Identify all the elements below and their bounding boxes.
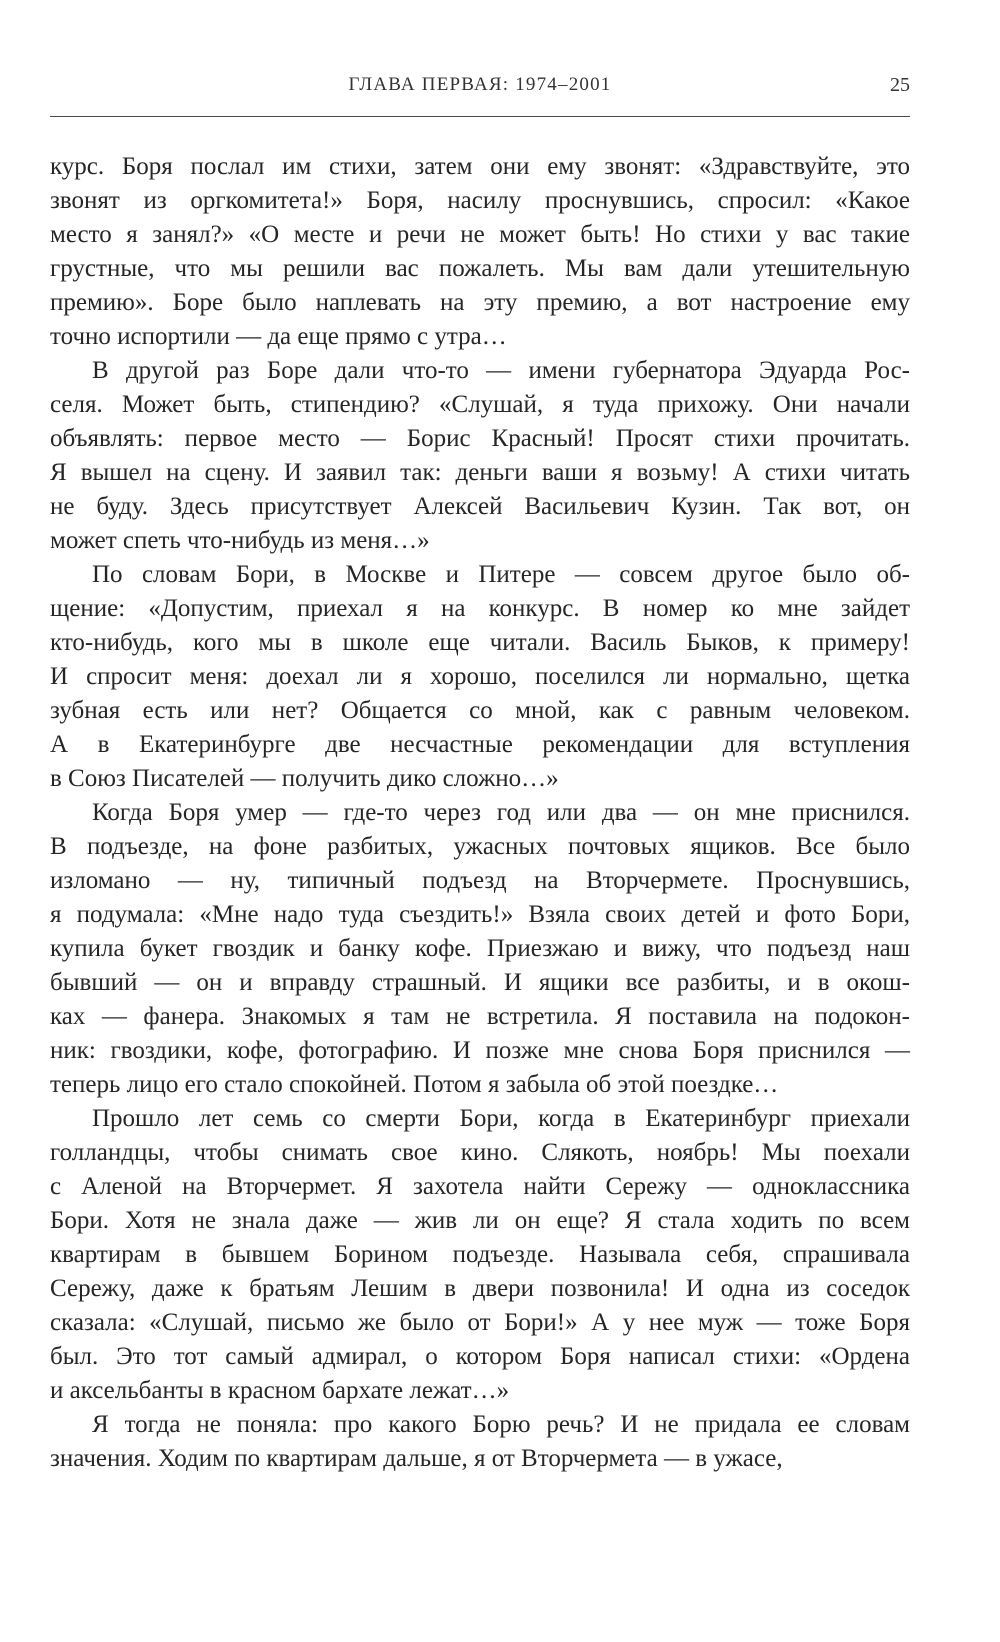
header-divider <box>50 116 910 117</box>
text-line: Бори. Хотя не знала даже — жив ли он еще? Я стала ходить по всем <box>50 1207 910 1234</box>
text-line: квартирам в бывшем Борином подъезде. Называла себя, спрашивала <box>50 1241 910 1268</box>
text-line: Я вышел на сцену. И заявил так: деньги ваши я возьму! А стихи читать <box>50 459 910 486</box>
text-line: в Союз Писателей — получить дико сложно…» <box>50 765 559 792</box>
text-line: был. Это тот самый адмирал, о котором Боря написал стихи: «Ордена <box>50 1343 910 1370</box>
text-line: щение: «Допустим, приехал я на конкурс. В номер ко мне зайдет <box>50 595 910 622</box>
page-header <box>50 74 910 106</box>
text-line: может спеть что-нибудь из меня…» <box>50 527 430 554</box>
text-line: голландцы, чтобы снимать свое кино. Слякоть, ноябрь! Мы поехали <box>50 1139 910 1166</box>
text-line: с Аленой на Вторчермет. Я захотела найти Сережу — одноклассника <box>50 1173 910 1200</box>
text-line: В подъезде, на фоне разбитых, ужасных почтовых ящиков. Все было <box>50 833 910 860</box>
paragraph <box>50 1102 910 1408</box>
text-line: Прошло лет семь со смерти Бори, когда в Екатеринбург приехали <box>92 1105 910 1132</box>
text-line: бывший — он и вправду страшный. И ящики все разбиты, и в окош- <box>50 969 910 996</box>
paragraph <box>50 354 910 558</box>
paragraph <box>50 1408 910 1476</box>
text-line: значения. Ходим по квартирам дальше, я от Вторчермета — в ужасе, <box>50 1445 783 1472</box>
text-line: курс. Боря послал им стихи, затем они ему звонят: «Здравствуйте, это <box>50 153 910 180</box>
text-line: По словам Бори, в Москве и Питере — совсем другое было об- <box>92 561 910 588</box>
text-line: теперь лицо его стало спокойней. Потом я забыла об этой поездке… <box>50 1071 779 1098</box>
text-line: купила букет гвоздик и банку кофе. Приезжаю и вижу, что подъезд наш <box>50 935 910 962</box>
text-line: грустные, что мы решили вас пожалеть. Мы вам дали утешительную <box>50 255 910 282</box>
text-line: сказала: «Слушай, письмо же было от Бори!» А у нее муж — тоже Боря <box>50 1309 910 1336</box>
text-line: не буду. Здесь присутствует Алексей Васильевич Кузин. Так вот, он <box>50 493 910 520</box>
text-line: ках — фанера. Знакомых я там не встретила. Я поставила на подокон- <box>50 1003 910 1030</box>
text-line: И спросит меня: доехал ли я хорошо, поселился ли нормально, щетка <box>50 663 910 690</box>
page-number: 25 <box>890 74 910 96</box>
text-line: место я занял?» «О месте и речи не может быть! Но стихи у вас такие <box>50 221 910 248</box>
text-line: объявлять: первое место — Борис Красный! Просят стихи прочитать. <box>50 425 910 452</box>
text-line: и аксельбанты в красном бархате лежат…» <box>50 1377 510 1404</box>
text-line: селя. Может быть, стипендию? «Слушай, я туда прихожу. Они начали <box>50 391 910 418</box>
text-line: В другой раз Боре дали что-то — имени губернатора Эдуарда Рос- <box>92 357 910 384</box>
paragraph <box>50 150 910 354</box>
text-line: изломано — ну, типичный подъезд на Вторчермете. Проснувшись, <box>50 867 910 894</box>
text-line: ник: гвоздики, кофе, фотографию. И позже мне снова Боря приснился — <box>50 1037 910 1064</box>
text-line: я подумала: «Мне надо туда съездить!» Взяла своих детей и фото Бори, <box>50 901 910 928</box>
text-line: Сережу, даже к братьям Лешим в двери позвонила! И одна из соседок <box>50 1275 910 1302</box>
text-line: Я тогда не поняла: про какого Борю речь? И не придала ее словам <box>92 1411 910 1438</box>
text-line: звонят из оргкомитета!» Боря, насилу проснувшись, спросил: «Какое <box>50 187 910 214</box>
paragraph <box>50 558 910 796</box>
body-text <box>50 150 910 1476</box>
text-line: точно испортили — да еще прямо с утра… <box>50 323 507 350</box>
text-line: премию». Боре было наплевать на эту премию, а вот настроение ему <box>50 289 910 316</box>
text-line: кто-нибудь, кого мы в школе еще читали. Василь Быков, к примеру! <box>50 629 910 656</box>
text-line: зубная есть или нет? Общается со мной, как с равным человеком. <box>50 697 910 724</box>
text-line: А в Екатеринбурге две несчастные рекомендации для вступления <box>50 731 910 758</box>
text-line: Когда Боря умер — где-то через год или два — он мне приснился. <box>92 799 910 826</box>
running-title: ГЛАВА ПЕРВАЯ: 1974–2001 <box>348 74 612 95</box>
paragraph <box>50 796 910 1102</box>
